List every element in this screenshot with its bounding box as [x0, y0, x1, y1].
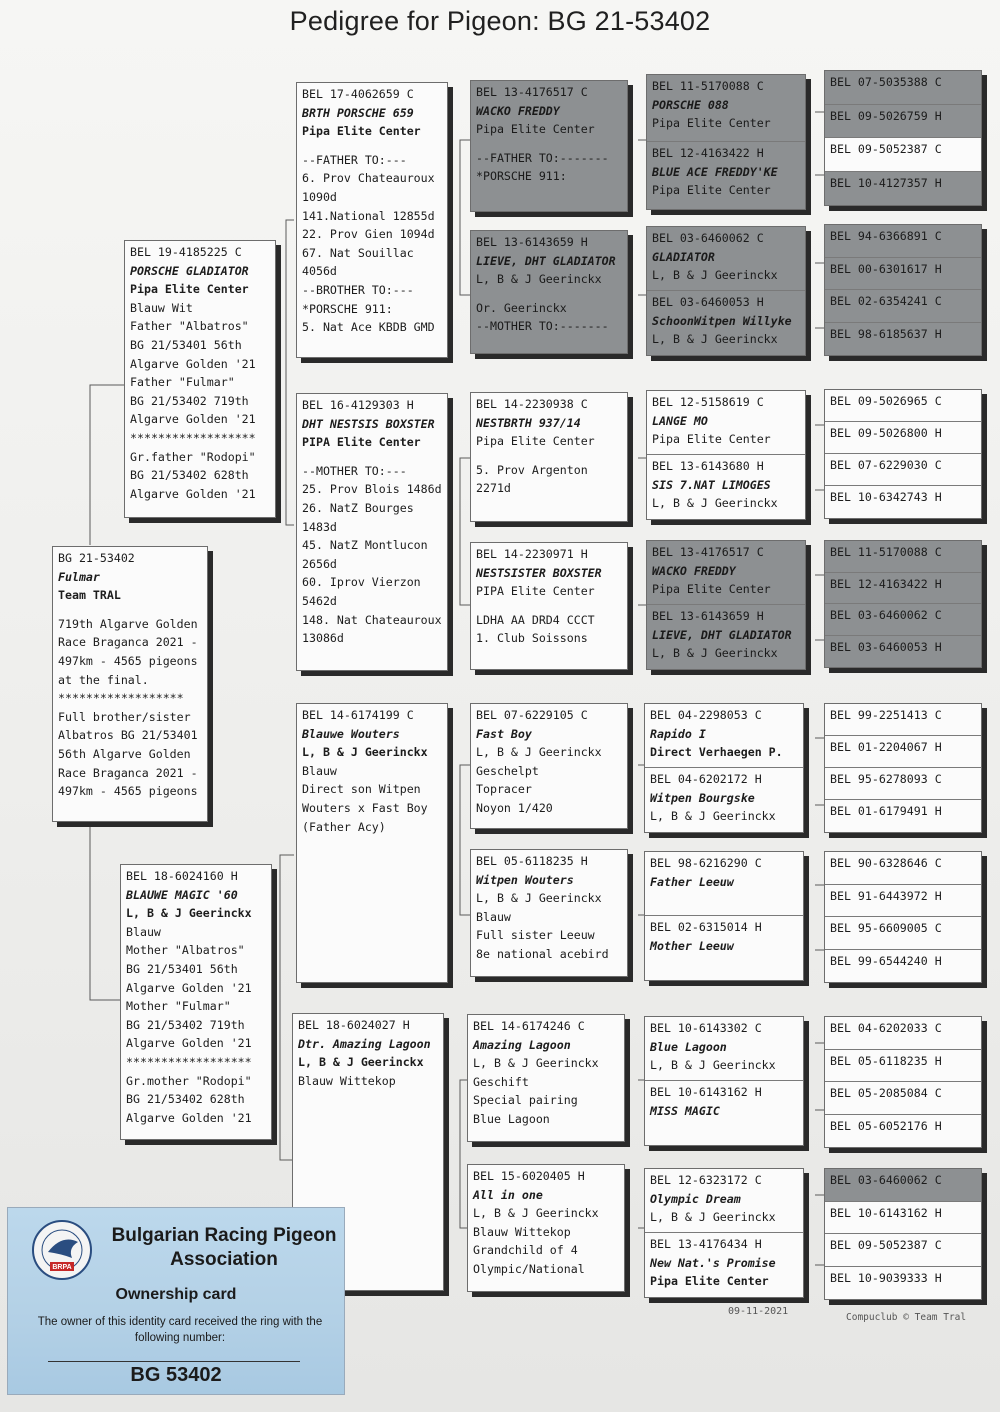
gen4-name: Father Leeuw	[650, 874, 734, 889]
gen3-owner: L, B & J Geerinckx	[476, 745, 602, 760]
gen4-owner: Pipa Elite Center	[652, 183, 771, 198]
gen3-owner: L, B & J Geerinckx	[473, 1206, 599, 1221]
gen4-name: Witpen Bourgske	[650, 790, 755, 805]
gen4-owner: L, B & J Geerinckx	[650, 809, 776, 824]
gen3-owner: L, B & J Geerinckx	[476, 891, 602, 906]
gen2-line: 22. Prov Gien 1094d	[302, 227, 435, 242]
mother-name: BLAUWE MAGIC '60	[126, 887, 238, 902]
gen5-box	[824, 1168, 982, 1300]
gen4-owner: L, B & J Geerinckx	[652, 646, 778, 661]
gen2-line: 141.National 12855d	[302, 208, 435, 223]
gen2-line: 67. Nat Souillac	[302, 245, 414, 260]
gen3-line: Grandchild of 4	[473, 1243, 578, 1258]
gen4-owner: Pipa Elite Center	[652, 116, 771, 131]
gen5-ring: BEL 09-5052387 C	[830, 142, 942, 156]
gen4-ring: BEL 13-6143659 H	[652, 609, 764, 623]
gen2-owner: L, B & J Geerinckx	[302, 745, 428, 760]
gen5-box	[824, 1016, 982, 1148]
gen5-ring: BEL 94-6366891 C	[830, 229, 942, 243]
gen4-name: MISS MAGIC	[650, 1103, 720, 1118]
gen4-owner: L, B & J Geerinckx	[652, 496, 778, 511]
mother-line: Algarve Golden '21	[126, 1036, 252, 1051]
gen5-ring: BEL 99-6544240 H	[830, 953, 942, 968]
gen3-ring: BEL 14-2230938 C	[476, 397, 588, 411]
gen5-ring: BEL 98-6185637 H	[830, 326, 942, 341]
gen2-owner: L, B & J Geerinckx	[298, 1055, 424, 1070]
father-line: Algarve Golden '21	[130, 356, 256, 371]
gen5-ring: BEL 02-6354241 C	[830, 294, 942, 308]
gen3-owner: L, B & J Geerinckx	[473, 1056, 599, 1071]
gen3-line: 1. Club Soissons	[476, 631, 588, 646]
gen5-ring: BEL 01-2204067 H	[830, 740, 942, 754]
gen3-name: Witpen Wouters	[476, 872, 574, 887]
subject-line: 497km - 4565 pigeons	[58, 784, 198, 799]
gen4-box	[644, 1016, 804, 1146]
gen2-line: 60. Iprov Vierzon	[302, 575, 421, 590]
gen4-ring: BEL 98-6216290 C	[650, 856, 762, 870]
gen2-line: (Father Acy)	[302, 819, 386, 834]
gen4-owner: L, B & J Geerinckx	[650, 1058, 776, 1073]
gen4-ring: BEL 10-6143162 H	[650, 1085, 762, 1099]
gen4-ring: BEL 13-4176517 C	[652, 545, 764, 559]
gen2-line: 2656d	[302, 556, 337, 571]
gen4-owner: Pipa Elite Center	[650, 1274, 769, 1289]
gen3-line: Blue Lagoon	[473, 1111, 550, 1126]
gen3-line: Olympic/National	[473, 1261, 585, 1276]
gen2-line: Wouters x Fast Boy	[302, 800, 428, 815]
card-title: Ownership card	[115, 1286, 237, 1303]
gen3-line: Topracer	[476, 782, 532, 797]
gen5-ring: BEL 10-9039333 H	[830, 1270, 942, 1285]
gen4-ring: BEL 04-6202172 H	[650, 772, 762, 786]
subject-line: at the final.	[58, 672, 149, 687]
subject-line: 497km - 4565 pigeons	[58, 653, 198, 668]
gen2-line: *PORSCHE 911:	[302, 301, 393, 316]
subject-line: 56th Algarve Golden	[58, 746, 191, 761]
gen2-line: Direct son Witpen	[302, 782, 421, 797]
gen2-line: 5. Nat Ace KBDB GMD	[302, 320, 435, 335]
gen5-ring: BEL 05-6118235 H	[830, 1053, 942, 1068]
gen3-ring: BEL 07-6229105 C	[476, 708, 588, 722]
gen5-ring: BEL 03-6460062 C	[830, 608, 942, 622]
gen5-ring: BEL 07-5035388 C	[830, 75, 942, 89]
logo-text: BRPA	[52, 1264, 72, 1271]
gen4-ring: BEL 04-2298053 C	[650, 708, 762, 722]
gen5-ring: BEL 00-6301617 H	[830, 261, 942, 276]
gen2-line: 1090d	[302, 189, 337, 204]
gen3-box	[470, 849, 628, 977]
gen4-box	[644, 1168, 804, 1298]
gen3-owner: Pipa Elite Center	[476, 434, 595, 449]
mother-owner: L, B & J Geerinckx	[126, 906, 252, 921]
gen2-box	[296, 82, 448, 358]
gen3-ring: BEL 13-4176517 C	[476, 85, 588, 99]
mother-line: BG 21/53402 719th	[126, 1017, 245, 1032]
gen4-box	[644, 851, 804, 981]
gen3-name: Amazing Lagoon	[473, 1037, 571, 1052]
mother-line: Mother "Albatros"	[126, 943, 245, 958]
gen2-line: 4056d	[302, 264, 337, 279]
gen3-ring: BEL 13-6143659 H	[476, 235, 588, 249]
father-line: BG 21/53401 56th	[130, 337, 242, 352]
gen3-line: Noyon 1/420	[476, 800, 553, 815]
card-organization: Bulgarian Racing Pigeon Association	[111, 1225, 337, 1270]
father-box	[124, 240, 276, 518]
gen5-ring: BEL 04-6202033 C	[830, 1021, 942, 1035]
card-ring-number: BG 53402	[130, 1364, 222, 1386]
mother-line: Algarve Golden '21	[126, 980, 252, 995]
gen3-name: All in one	[473, 1187, 543, 1202]
father-ring: BEL 19-4185225 C	[130, 245, 242, 259]
gen5-ring: BEL 10-6143162 H	[830, 1205, 942, 1220]
gen4-name: Mother Leeuw	[650, 938, 734, 953]
mother-line: Gr.mother "Rodopi"	[126, 1073, 252, 1088]
gen2-line: 6. Prov Chateauroux	[302, 171, 435, 186]
print-date: 09-11-2021	[728, 1306, 789, 1317]
gen4-ring: BEL 02-6315014 H	[650, 920, 762, 934]
gen5-ring: BEL 09-5026759 H	[830, 108, 942, 123]
gen3-owner: PIPA Elite Center	[476, 584, 595, 599]
gen2-name: DHT NESTSIS BOXSTER	[302, 416, 435, 431]
gen4-ring: BEL 13-6143680 H	[652, 459, 764, 473]
gen4-name: WACKO FREDDY	[652, 563, 736, 578]
mother-ring: BEL 18-6024160 H	[126, 869, 238, 883]
father-line: BG 21/53402 719th	[130, 393, 249, 408]
mother-line: Blauw	[126, 924, 161, 939]
gen4-box	[646, 226, 806, 356]
mother-line: Algarve Golden '21	[126, 1110, 252, 1125]
subject-line: 719th Algarve Golden	[58, 616, 198, 631]
gen2-box	[296, 393, 448, 671]
father-line: ******************	[130, 430, 256, 445]
gen3-name: LIEVE, DHT GLADIATOR	[476, 253, 616, 268]
subject-line: Race Braganca 2021 -	[58, 765, 198, 780]
gen2-owner: Pipa Elite Center	[302, 124, 421, 139]
father-line: Blauw Wit	[130, 300, 193, 315]
gen5-ring: BEL 95-6278093 C	[830, 772, 942, 786]
gen5-ring: BEL 99-2251413 C	[830, 708, 942, 722]
gen3-line: Geschelpt	[476, 763, 539, 778]
gen5-box	[824, 540, 982, 668]
gen3-line: Full sister Leeuw	[476, 928, 595, 943]
mother-line: ******************	[126, 1054, 252, 1069]
subject-owner: Team TRAL	[58, 588, 121, 603]
gen5-box	[824, 70, 982, 206]
father-line: BG 21/53402 628th	[130, 468, 249, 483]
brpa-logo-icon	[28, 1218, 96, 1282]
gen3-line: 8e national acebird	[476, 946, 609, 961]
gen3-ring: BEL 14-2230971 H	[476, 547, 588, 561]
gen5-ring: BEL 12-4163422 H	[830, 576, 942, 591]
mother-box	[120, 864, 272, 1140]
gen3-line: Or. Geerinckx	[476, 300, 567, 315]
gen2-line: Blauw Wittekop	[298, 1073, 396, 1088]
gen3-line: 5. Prov Argenton	[476, 462, 588, 477]
gen3-line: Geschift	[473, 1074, 529, 1089]
gen2-line: 26. NatZ Bourges	[302, 500, 414, 515]
subject-line: Albatros BG 21/53401	[58, 728, 198, 743]
gen4-owner: L, B & J Geerinckx	[652, 268, 778, 283]
subject-line: Full brother/sister	[58, 709, 191, 724]
gen2-line: 45. NatZ Montlucon	[302, 538, 428, 553]
gen3-name: NESTSISTER BOXSTER	[476, 565, 602, 580]
gen4-ring: BEL 10-6143302 C	[650, 1021, 762, 1035]
gen3-line: 2271d	[476, 481, 511, 496]
gen4-name: LIEVE, DHT GLADIATOR	[652, 627, 792, 642]
gen4-owner: Pipa Elite Center	[652, 582, 771, 597]
gen2-line: --FATHER TO:---	[302, 152, 407, 167]
gen3-box	[470, 80, 628, 212]
gen5-ring: BEL 05-6052176 H	[830, 1118, 942, 1133]
gen3-box	[467, 1164, 625, 1292]
father-line: Gr.father "Rodopi"	[130, 449, 256, 464]
gen3-name: NESTBRTH 937/14	[476, 415, 581, 430]
gen3-box	[470, 703, 628, 829]
gen2-line: 1483d	[302, 519, 337, 534]
gen4-ring: BEL 03-6460062 C	[652, 231, 764, 245]
gen4-name: BLUE ACE FREDDY'KE	[652, 164, 778, 179]
gen2-line: Blauw	[302, 763, 337, 778]
subject-ring: BG 21-53402	[58, 551, 135, 565]
card-description: The owner of this identity card received the ring with the following number:	[37, 1316, 323, 1344]
gen4-owner: L, B & J Geerinckx	[652, 332, 778, 347]
software-credit: Compuclub © Team Tral	[846, 1312, 967, 1323]
gen4-ring: BEL 13-4176434 H	[650, 1237, 762, 1251]
subject-line: Race Braganca 2021 -	[58, 635, 198, 650]
gen4-ring: BEL 12-6323172 C	[650, 1173, 762, 1187]
gen5-ring: BEL 03-6460053 H	[830, 639, 942, 654]
gen3-box	[467, 1014, 625, 1142]
gen4-box	[646, 74, 806, 210]
gen5-ring: BEL 05-2085084 C	[830, 1086, 942, 1100]
subject-name: Fulmar	[58, 569, 100, 584]
father-name: PORSCHE GLADIATOR	[130, 263, 249, 278]
gen5-ring: BEL 95-6609005 C	[830, 921, 942, 935]
gen5-ring: BEL 11-5170088 C	[830, 545, 942, 559]
gen3-box	[470, 230, 628, 354]
mother-line: BG 21/53401 56th	[126, 961, 238, 976]
gen5-box	[824, 389, 982, 519]
gen5-ring: BEL 01-6179491 H	[830, 804, 942, 818]
gen3-name: WACKO FREDDY	[476, 103, 560, 118]
page-title: Pedigree for Pigeon: BG 21-53402	[289, 6, 711, 36]
gen2-box	[296, 703, 448, 983]
gen3-line: *PORSCHE 911:	[476, 169, 567, 184]
gen3-ring: BEL 14-6174246 C	[473, 1019, 585, 1033]
gen3-ring: BEL 05-6118235 H	[476, 854, 588, 868]
gen3-line: Blauw Wittekop	[473, 1224, 571, 1239]
gen2-name: Blauwe Wouters	[302, 726, 400, 741]
gen3-ring: BEL 15-6020405 H	[473, 1169, 585, 1183]
gen2-line: 5462d	[302, 593, 337, 608]
gen2-ring: BEL 16-4129303 H	[302, 398, 414, 412]
gen2-line: --BROTHER TO:---	[302, 282, 414, 297]
gen5-box	[824, 224, 982, 356]
gen5-ring: BEL 09-5052387 C	[830, 1238, 942, 1252]
mother-line: BG 21/53402 628th	[126, 1092, 245, 1107]
gen4-ring: BEL 11-5170088 C	[652, 79, 764, 93]
gen3-owner: L, B & J Geerinckx	[476, 272, 602, 287]
ownership-card	[8, 1208, 344, 1394]
gen3-name: Fast Boy	[476, 726, 532, 741]
gen5-box	[824, 851, 982, 983]
gen3-line: LDHA AA DRD4 CCCT	[476, 612, 595, 627]
subject-line: ******************	[58, 691, 184, 706]
father-line: Father "Fulmar"	[130, 375, 235, 390]
gen4-box	[644, 703, 804, 833]
gen2-name: BRTH PORSCHE 659	[302, 105, 414, 120]
gen4-name: PORSCHE 088	[652, 97, 729, 112]
father-line: Algarve Golden '21	[130, 486, 256, 501]
gen2-line: --MOTHER TO:---	[302, 463, 407, 478]
gen4-box	[646, 540, 806, 670]
gen4-ring: BEL 03-6460053 H	[652, 295, 764, 309]
subject-pigeon-box	[52, 546, 208, 822]
gen5-ring: BEL 91-6443972 H	[830, 888, 942, 903]
gen5-ring: BEL 10-4127357 H	[830, 175, 942, 190]
gen3-owner: Pipa Elite Center	[476, 122, 595, 137]
gen4-box	[646, 390, 806, 520]
gen4-ring: BEL 12-4163422 H	[652, 146, 764, 160]
gen3-box	[470, 542, 628, 670]
gen2-ring: BEL 14-6174199 C	[302, 708, 414, 722]
gen3-line: --FATHER TO:-------	[476, 150, 609, 165]
gen4-name: GLADIATOR	[652, 249, 715, 264]
gen5-ring: BEL 90-6328646 C	[830, 856, 942, 870]
gen3-box	[470, 392, 628, 522]
gen2-line: 13086d	[302, 631, 344, 646]
father-owner: Pipa Elite Center	[130, 282, 249, 297]
father-line: Father "Albatros"	[130, 319, 249, 334]
gen2-line: 148. Nat Chateauroux	[302, 612, 442, 627]
gen4-owner: L, B & J Geerinckx	[650, 1210, 776, 1225]
gen4-owner: Pipa Elite Center	[652, 432, 771, 447]
card-divider	[48, 1361, 300, 1362]
gen4-owner: Direct Verhaegen P.	[650, 745, 783, 760]
mother-line: Mother "Fulmar"	[126, 999, 231, 1014]
gen3-line: Special pairing	[473, 1093, 578, 1108]
gen2-ring: BEL 17-4062659 C	[302, 87, 414, 101]
gen4-name: Blue Lagoon	[650, 1039, 727, 1054]
gen5-ring: BEL 03-6460062 C	[830, 1173, 942, 1187]
gen5-ring: BEL 10-6342743 H	[830, 490, 942, 504]
gen5-ring: BEL 09-5026800 H	[830, 426, 942, 440]
gen5-box	[824, 703, 982, 833]
gen3-line: --MOTHER TO:-------	[476, 319, 609, 334]
gen4-name: LANGE MO	[652, 413, 708, 428]
gen5-ring: BEL 07-6229030 C	[830, 458, 942, 472]
gen2-ring: BEL 18-6024027 H	[298, 1018, 410, 1032]
gen2-name: Dtr. Amazing Lagoon	[298, 1036, 431, 1051]
gen4-name: SIS 7.NAT LIMOGES	[652, 477, 771, 492]
gen3-line: Blauw	[476, 909, 511, 924]
gen4-name: New Nat.'s Promise	[650, 1255, 776, 1270]
gen5-ring: BEL 09-5026965 C	[830, 394, 942, 408]
gen4-ring: BEL 12-5158619 C	[652, 395, 764, 409]
father-line: Algarve Golden '21	[130, 412, 256, 427]
gen2-line: 25. Prov Blois 1486d	[302, 482, 442, 497]
gen2-owner: PIPA Elite Center	[302, 435, 421, 450]
gen4-name: Olympic Dream	[650, 1191, 741, 1206]
gen4-name: SchoonWitpen Willyke	[652, 313, 792, 328]
gen4-name: Rapido I	[650, 726, 706, 741]
